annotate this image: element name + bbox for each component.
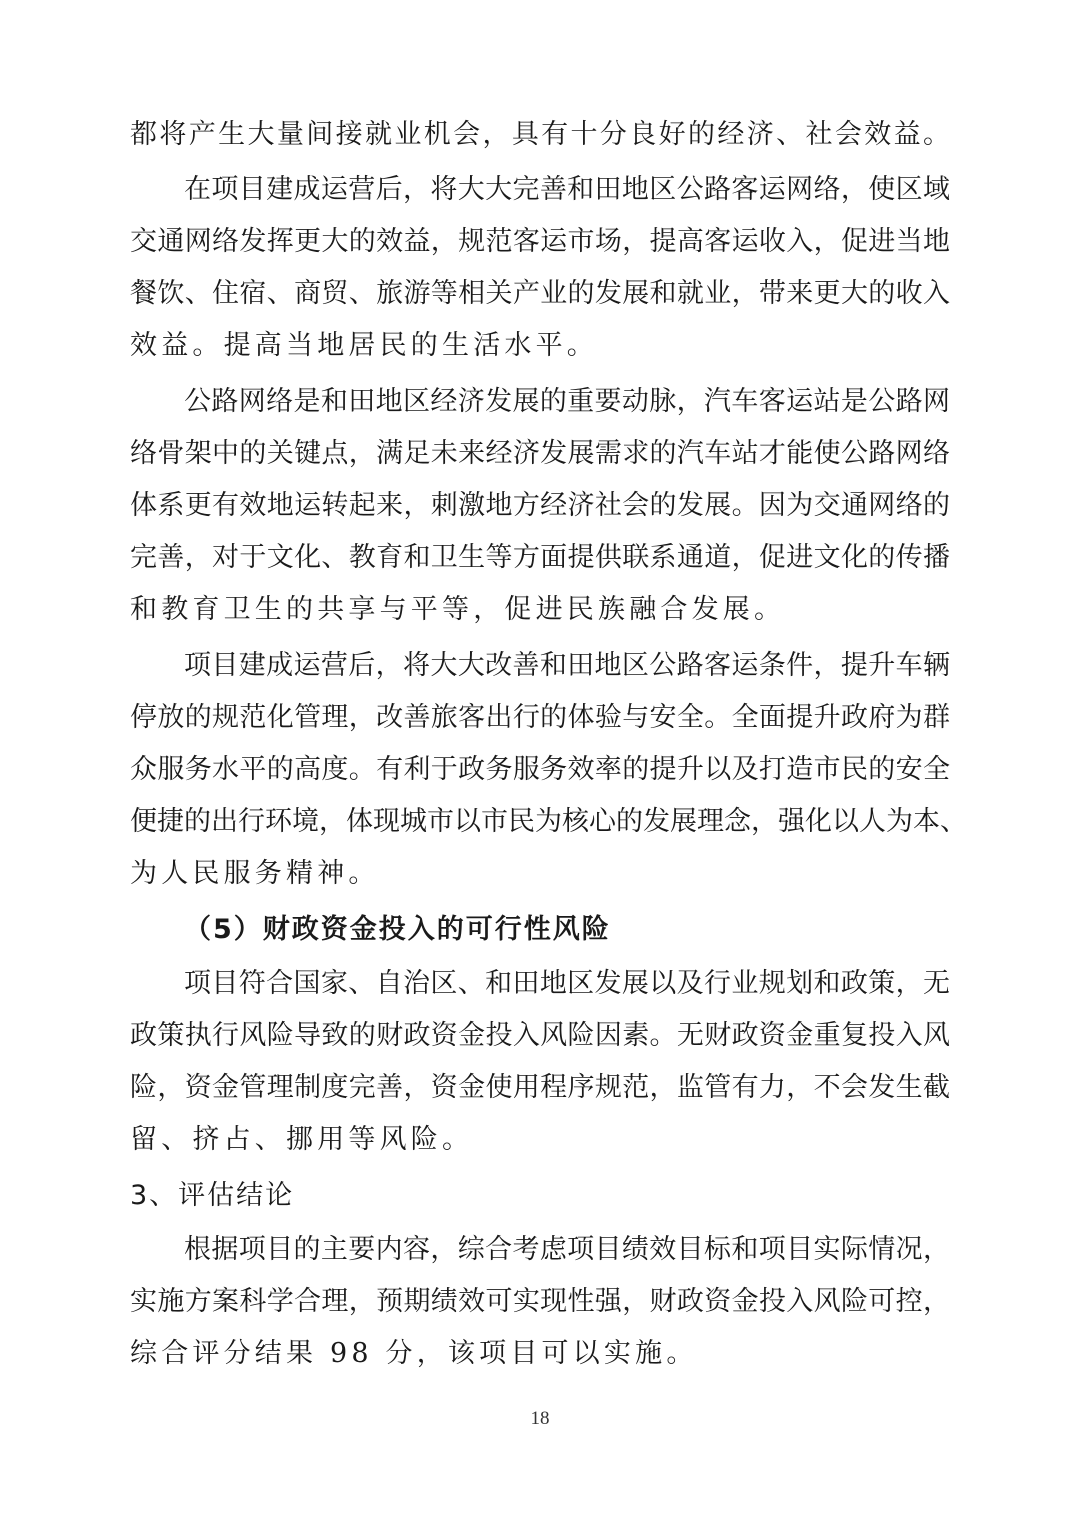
text-line-11: 项目建成运营后，将大大改善和田地区公路客运条件，提升车辆 [184,650,950,681]
text-line-7: 络骨架中的关键点，满足未来经济发展需求的汽车站才能使公路网络 [130,438,950,469]
text-line-8: 体系更有效地运转起来，刺激地方经济社会的发展。因为交通网络的 [130,490,950,521]
text-line-12: 停放的规范化管理，改善旅客出行的体验与安全。全面提升政府为群 [130,702,950,733]
text-line-20: 根据项目的主要内容，综合考虑项目绩效目标和项目实际情况， [184,1234,950,1265]
text-line-21: 实施方案科学合理，预期绩效可实现性强，财政资金投入风险可控， [130,1286,950,1317]
text-line-13: 众服务水平的高度。有利于政务服务效率的提升以及打造市民的安全 [130,754,950,785]
text-line-3: 交通网络发挥更大的效益，规范客运市场，提高客运收入，促进当地 [130,226,950,257]
text-line-16: 项目符合国家、自治区、和田地区发展以及行业规划和政策，无 [184,968,950,999]
text-line-14: 便捷的出行环境，体现城市以市民为核心的发展理念，强化以人为本、 [130,806,967,837]
text-line-9: 完善，对于文化、教育和卫生等方面提供联系通道，促进文化的传播 [130,542,950,573]
section-heading-5: （5）财政资金投入的可行性风险 [184,914,611,945]
text-line-18: 险，资金管理制度完善，资金使用程序规范，监管有力，不会发生截 [130,1072,950,1103]
text-line-2: 在项目建成运营后，将大大完善和田地区公路客运网络，使区域 [184,174,950,205]
text-line-19: 留、挤占、挪用等风险。 [130,1124,474,1155]
text-line-5: 效益。提高当地居民的生活水平。 [130,330,598,361]
section-heading-3: 3、评估结论 [130,1180,295,1211]
text-line-10: 和教育卫生的共享与平等，促进民族融合发展。 [130,594,786,625]
text-line-22: 综合评分结果 98 分，该项目可以实施。 [130,1338,698,1369]
text-line-17: 政策执行风险导致的财政资金投入风险因素。无财政资金重复投入风 [130,1020,950,1051]
text-line-15: 为人民服务精神。 [130,858,380,889]
text-line-4: 餐饮、住宿、商贸、旅游等相关产业的发展和就业，带来更大的收入 [130,278,950,309]
text-line-6: 公路网络是和田地区经济发展的重要动脉，汽车客运站是公路网 [184,386,950,417]
page-number: 18 [530,1408,550,1429]
text-line-1: 都将产生大量间接就业机会，具有十分良好的经济、社会效益。 [130,119,950,150]
